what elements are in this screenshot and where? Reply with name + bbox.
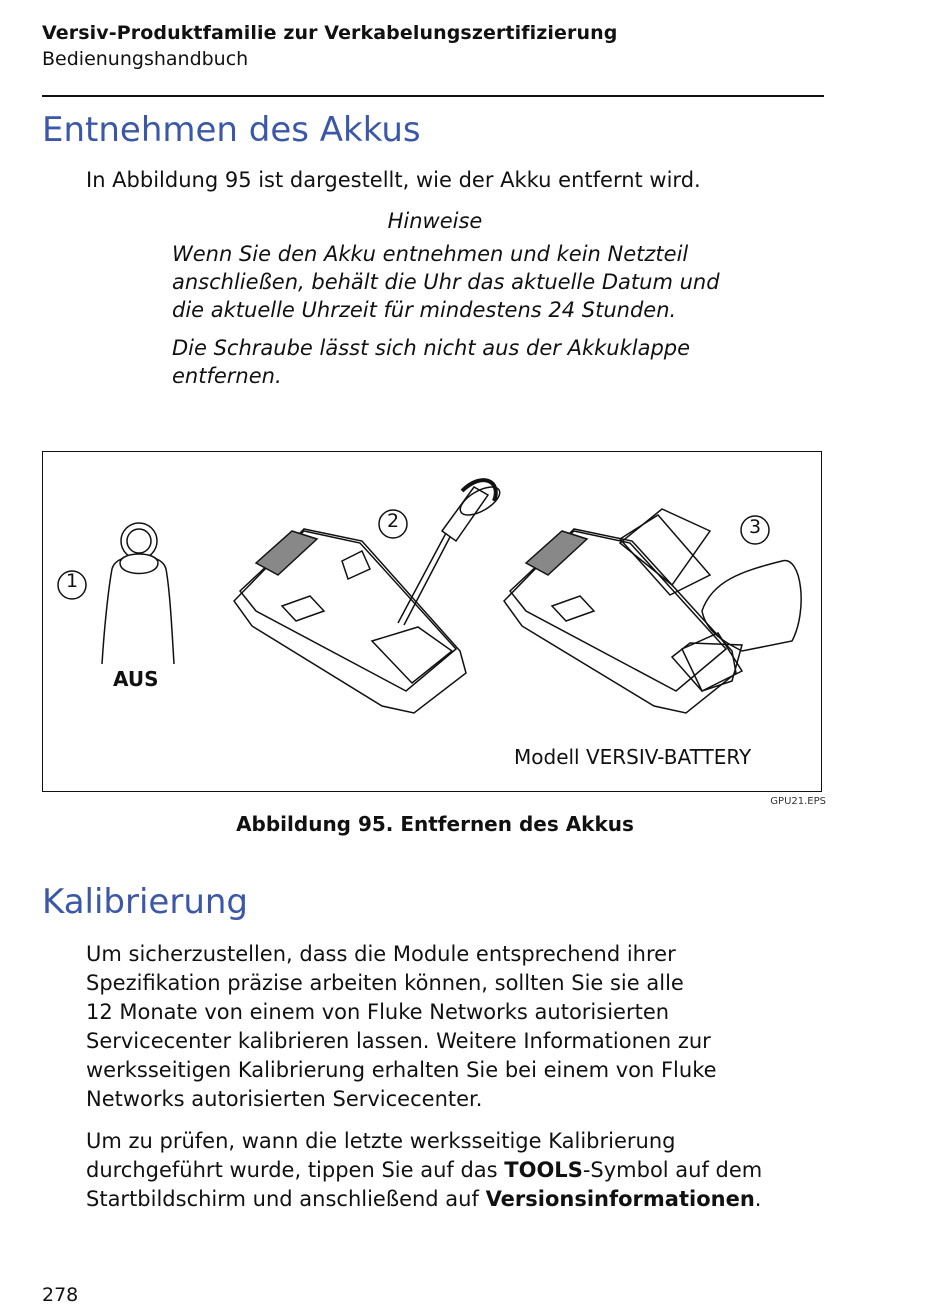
note-1-line: anschließen, behält die Uhr das aktuelle Datum und: [172, 270, 720, 294]
header-rule: [42, 95, 824, 97]
figure-file-tag: GPU21.EPS: [770, 796, 826, 807]
paragraph-line: [86, 1156, 762, 1185]
battery-removal-illustration: [42, 451, 822, 792]
label-off: AUS: [113, 667, 159, 691]
notes-title: Hinweise: [387, 209, 483, 233]
note-2: [172, 334, 812, 390]
text-run: Startbildschirm und anschließend auf: [86, 1187, 486, 1211]
finger-power-button-drawing: [102, 523, 174, 664]
paragraph-line: [86, 1185, 762, 1214]
step-2-number: 2: [387, 510, 400, 532]
note-1: [172, 240, 812, 324]
paragraph-line: 12 Monate von einem von Fluke Networks autorisierten: [86, 1000, 670, 1024]
paragraph-line: Servicecenter kalibrieren lassen. Weitere Informationen zur: [86, 1029, 711, 1053]
version-info-term: Versionsinformationen: [485, 1187, 755, 1211]
text-run: durchgeführt wurde, tippen Sie auf das: [86, 1158, 505, 1182]
step-3-number: 3: [749, 516, 762, 538]
hand-drawing: [702, 561, 801, 651]
tester-with-screwdriver-drawing: [234, 480, 504, 713]
section-heading-battery: Entnehmen des Akkus: [42, 110, 421, 150]
text-run: -Symbol auf dem: [582, 1158, 763, 1182]
step-1-number: 1: [66, 570, 79, 592]
text-run: .: [754, 1187, 762, 1211]
paragraph-line: Um zu prüfen, wann die letzte werksseitige Kalibrierung: [86, 1129, 676, 1153]
calibration-paragraph-1: [86, 940, 717, 1114]
section-heading-calibration: Kalibrierung: [42, 882, 249, 922]
header-title: Versiv-Produktfamilie zur Verkabelungszertifizierung: [42, 22, 618, 44]
header-subtitle: Bedienungshandbuch: [42, 48, 249, 70]
tools-term: TOOLS: [504, 1158, 583, 1182]
note-2-line: entfernen.: [172, 364, 282, 388]
paragraph-line: Um sicherzustellen, dass die Module entsprechend ihrer: [86, 942, 676, 966]
figure-caption: Abbildung 95. Entfernen des Akkus: [236, 812, 634, 836]
paragraph-line: Networks autorisierten Servicecenter.: [86, 1087, 483, 1111]
paragraph-line: Spezifikation präzise arbeiten können, sollten Sie sie alle: [86, 971, 684, 995]
intro-paragraph: In Abbildung 95 ist dargestellt, wie der Akku entfernt wird.: [86, 168, 701, 192]
note-2-line: Die Schraube lässt sich nicht aus der Akkuklappe: [172, 336, 691, 360]
page-number: 278: [42, 1284, 79, 1306]
label-battery-model: Modell VERSIV-BATTERY: [514, 745, 752, 769]
note-1-line: die aktuelle Uhrzeit für mindestens 24 Stunden.: [172, 298, 677, 322]
calibration-paragraph-2: [86, 1127, 762, 1214]
note-1-line: Wenn Sie den Akku entnehmen und kein Netzteil: [172, 242, 689, 266]
running-header: [42, 20, 824, 72]
paragraph-line: werksseitigen Kalibrierung erhalten Sie bei einem von Fluke: [86, 1058, 717, 1082]
